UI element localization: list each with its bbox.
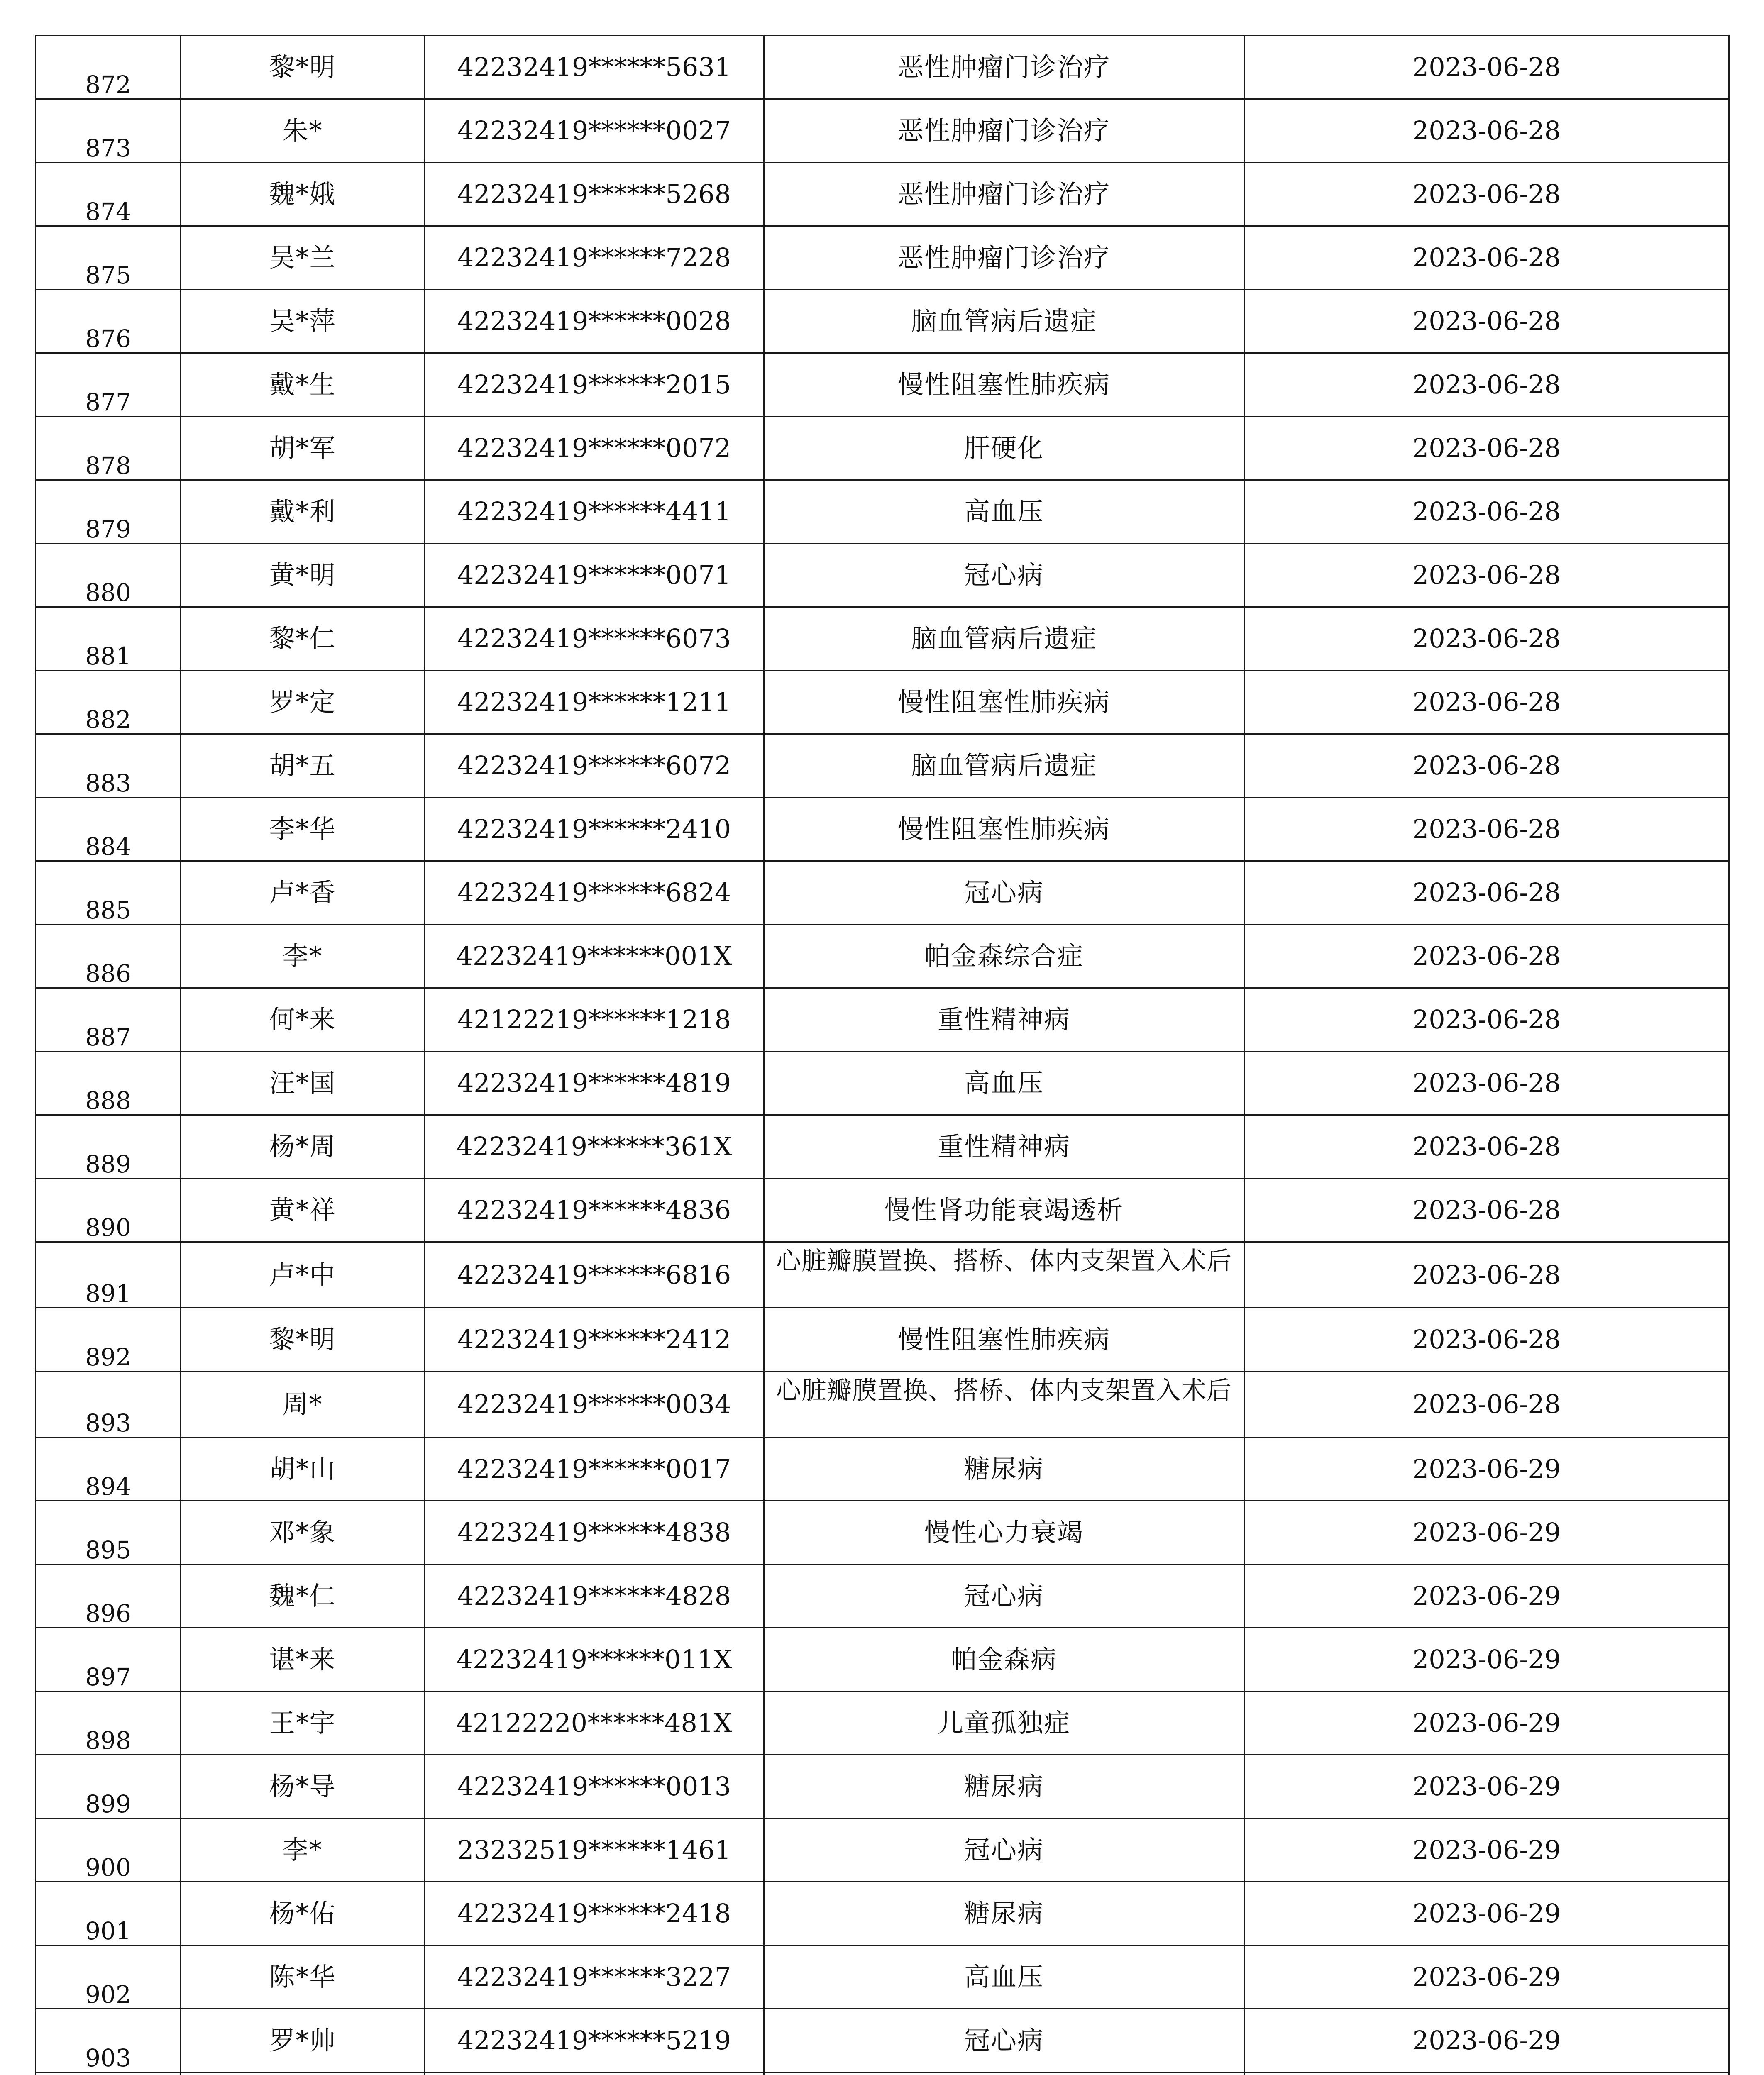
patient-name: 黎*明 bbox=[181, 1308, 425, 1372]
id-number: 42232419******0071 bbox=[425, 544, 764, 607]
disease-name: 恶性肿瘤门诊治疗 bbox=[764, 99, 1244, 163]
approval-date bbox=[1244, 2073, 1729, 2075]
patient-name: 邓*象 bbox=[181, 1501, 425, 1565]
table-row bbox=[36, 1946, 1729, 2009]
row-number: 875 bbox=[36, 226, 181, 290]
disease-name: 高血压 bbox=[764, 1946, 1244, 2009]
table-row bbox=[36, 480, 1729, 544]
disease-name: 重性精神病 bbox=[764, 988, 1244, 1052]
disease-name: 脑血管病后遗症 bbox=[764, 290, 1244, 353]
id-number: 42232419******2418 bbox=[425, 1882, 764, 1946]
table-row bbox=[36, 988, 1729, 1052]
approval-date: 2023-06-28 bbox=[1244, 734, 1729, 798]
table-row bbox=[36, 290, 1729, 353]
row-number: 903 bbox=[36, 2009, 181, 2073]
id-number: 42232419******4836 bbox=[425, 1179, 764, 1242]
disease-name: 重性精神病 bbox=[764, 1115, 1244, 1179]
disease-name: 恶性肿瘤门诊治疗 bbox=[764, 226, 1244, 290]
patient-name: 吴*兰 bbox=[181, 226, 425, 290]
disease-name: 冠心病 bbox=[764, 2009, 1244, 2073]
row-number: 882 bbox=[36, 671, 181, 734]
approval-date: 2023-06-29 bbox=[1244, 1755, 1729, 1819]
approval-date: 2023-06-28 bbox=[1244, 607, 1729, 671]
patient-name: 卢*香 bbox=[181, 861, 425, 925]
disease-name: 慢性阻塞性肺疾病 bbox=[764, 798, 1244, 861]
id-number: 42232419******5219 bbox=[425, 2009, 764, 2073]
patient-name: 李* bbox=[181, 1819, 425, 1882]
id-number: 42232419******4411 bbox=[425, 480, 764, 544]
disease-name: 高血压 bbox=[764, 480, 1244, 544]
id-number: 42232419******5631 bbox=[425, 36, 764, 99]
patient-name: 杨*周 bbox=[181, 1115, 425, 1179]
disease-name: 糖尿病 bbox=[764, 1882, 1244, 1946]
id-number: 42232419******1211 bbox=[425, 671, 764, 734]
id-number: 42232419******6824 bbox=[425, 861, 764, 925]
patient-name: 周* bbox=[181, 1372, 425, 1438]
disease-name: 肝硬化 bbox=[764, 417, 1244, 480]
id-number: 42232419******0013 bbox=[425, 1755, 764, 1819]
table-row bbox=[36, 2009, 1729, 2073]
disease-name: 脑血管病后遗症 bbox=[764, 607, 1244, 671]
row-number: 873 bbox=[36, 99, 181, 163]
patient-name: 黎*仁 bbox=[181, 607, 425, 671]
row-number: 896 bbox=[36, 1565, 181, 1628]
table-row bbox=[36, 1052, 1729, 1115]
approval-date: 2023-06-29 bbox=[1244, 2009, 1729, 2073]
disease-name: 冠心病 bbox=[764, 1565, 1244, 1628]
table-row bbox=[36, 226, 1729, 290]
approval-date: 2023-06-28 bbox=[1244, 226, 1729, 290]
disease-name: 慢性心力衰竭 bbox=[764, 1501, 1244, 1565]
table-row bbox=[36, 36, 1729, 99]
id-number: 42232419******6073 bbox=[425, 607, 764, 671]
disease-name: 慢性阻塞性肺疾病 bbox=[764, 671, 1244, 734]
row-number: 900 bbox=[36, 1819, 181, 1882]
disease-name: 冠心病 bbox=[764, 544, 1244, 607]
patient-name: 吴*萍 bbox=[181, 290, 425, 353]
disease-name: 脑血管病后遗症 bbox=[764, 734, 1244, 798]
approval-date: 2023-06-28 bbox=[1244, 36, 1729, 99]
id-number: 42232419******6816 bbox=[425, 1242, 764, 1308]
table-row bbox=[36, 671, 1729, 734]
disease-name: 帕金森病 bbox=[764, 1628, 1244, 1692]
row-number: 880 bbox=[36, 544, 181, 607]
row-number: 893 bbox=[36, 1372, 181, 1438]
approval-date: 2023-06-28 bbox=[1244, 290, 1729, 353]
row-number: 872 bbox=[36, 36, 181, 99]
approval-date: 2023-06-29 bbox=[1244, 1565, 1729, 1628]
row-number: 889 bbox=[36, 1115, 181, 1179]
disease-name: 慢性肾功能衰竭透析 bbox=[764, 1179, 1244, 1242]
approval-date: 2023-06-28 bbox=[1244, 163, 1729, 226]
table-row bbox=[36, 1115, 1729, 1179]
table-row bbox=[36, 1628, 1729, 1692]
approval-date: 2023-06-28 bbox=[1244, 1179, 1729, 1242]
approval-date: 2023-06-29 bbox=[1244, 1946, 1729, 2009]
id-number: 42232419******011X bbox=[425, 1628, 764, 1692]
row-number: 887 bbox=[36, 988, 181, 1052]
row-number: 874 bbox=[36, 163, 181, 226]
patient-name: 李*华 bbox=[181, 798, 425, 861]
table-row bbox=[36, 1565, 1729, 1628]
table-row bbox=[36, 2073, 1729, 2075]
id-number: 42232419******5268 bbox=[425, 163, 764, 226]
row-number: 885 bbox=[36, 861, 181, 925]
row-number: 890 bbox=[36, 1179, 181, 1242]
disease-name bbox=[764, 1242, 1244, 1308]
disease-name: 儿童孤独症 bbox=[764, 1692, 1244, 1755]
approval-date: 2023-06-28 bbox=[1244, 671, 1729, 734]
approval-date: 2023-06-29 bbox=[1244, 1882, 1729, 1946]
id-number: 42232419******0072 bbox=[425, 417, 764, 480]
row-number: 881 bbox=[36, 607, 181, 671]
row-number: 897 bbox=[36, 1628, 181, 1692]
patient-name: 黄*明 bbox=[181, 544, 425, 607]
table-row bbox=[36, 798, 1729, 861]
patient-name: 谌*来 bbox=[181, 1628, 425, 1692]
table-row bbox=[36, 861, 1729, 925]
approval-date: 2023-06-28 bbox=[1244, 1308, 1729, 1372]
patient-name: 汪*国 bbox=[181, 1052, 425, 1115]
id-number: 42232419******3227 bbox=[425, 1946, 764, 2009]
id-number: 42232419******001X bbox=[425, 925, 764, 988]
patient-name: 罗*定 bbox=[181, 671, 425, 734]
approval-date: 2023-06-28 bbox=[1244, 798, 1729, 861]
table-row bbox=[36, 163, 1729, 226]
patient-name: 黄*祥 bbox=[181, 1179, 425, 1242]
row-number: 879 bbox=[36, 480, 181, 544]
patient-name: 戴*生 bbox=[181, 353, 425, 417]
table-row bbox=[36, 925, 1729, 988]
disease-name: 糖尿病 bbox=[764, 1755, 1244, 1819]
approval-date: 2023-06-28 bbox=[1244, 417, 1729, 480]
table-row bbox=[36, 1179, 1729, 1242]
approval-date: 2023-06-28 bbox=[1244, 1115, 1729, 1179]
approval-date: 2023-06-28 bbox=[1244, 1242, 1729, 1308]
id-number: 42232419******2412 bbox=[425, 1308, 764, 1372]
row-number: 884 bbox=[36, 798, 181, 861]
patient-name: 罗*帅 bbox=[181, 2009, 425, 2073]
id-number: 42232419******0028 bbox=[425, 290, 764, 353]
patient-name: 魏*仁 bbox=[181, 1565, 425, 1628]
id-number: 23232519******1461 bbox=[425, 1819, 764, 1882]
id-number bbox=[425, 2073, 764, 2075]
table-row bbox=[36, 353, 1729, 417]
patient-name: 胡*山 bbox=[181, 1438, 425, 1501]
disease-name bbox=[764, 1372, 1244, 1438]
id-number: 42232419******0034 bbox=[425, 1372, 764, 1438]
patient-name: 陈*华 bbox=[181, 1946, 425, 2009]
patient-name: 李* bbox=[181, 925, 425, 988]
patient-name: 戴*利 bbox=[181, 480, 425, 544]
table-row bbox=[36, 1819, 1729, 1882]
id-number: 42232419******4828 bbox=[425, 1565, 764, 1628]
row-number: 902 bbox=[36, 1946, 181, 2009]
table-row bbox=[36, 734, 1729, 798]
row-number: 878 bbox=[36, 417, 181, 480]
approval-date: 2023-06-28 bbox=[1244, 925, 1729, 988]
disease-name: 糖尿病 bbox=[764, 1438, 1244, 1501]
approval-date: 2023-06-29 bbox=[1244, 1819, 1729, 1882]
table-row bbox=[36, 1755, 1729, 1819]
patient-name bbox=[181, 2073, 425, 2075]
id-number: 42232419******2410 bbox=[425, 798, 764, 861]
row-number: 901 bbox=[36, 1882, 181, 1946]
approval-date: 2023-06-29 bbox=[1244, 1692, 1729, 1755]
row-number: 888 bbox=[36, 1052, 181, 1115]
approval-date: 2023-06-28 bbox=[1244, 544, 1729, 607]
disease-name-text: 心脏瓣膜置换、搭桥、体内支架置入术后 bbox=[776, 1376, 1232, 1405]
row-number: 892 bbox=[36, 1308, 181, 1372]
disease-name: 恶性肿瘤门诊治疗 bbox=[764, 163, 1244, 226]
row-number: 891 bbox=[36, 1242, 181, 1308]
id-number: 42232419******6072 bbox=[425, 734, 764, 798]
disease-name: 帕金森综合症 bbox=[764, 925, 1244, 988]
patient-name: 杨*导 bbox=[181, 1755, 425, 1819]
disease-name: 慢性阻塞性肺疾病 bbox=[764, 1308, 1244, 1372]
table-row bbox=[36, 99, 1729, 163]
id-number: 42232419******0017 bbox=[425, 1438, 764, 1501]
patient-name: 何*来 bbox=[181, 988, 425, 1052]
patient-name: 朱* bbox=[181, 99, 425, 163]
row-number: 895 bbox=[36, 1501, 181, 1565]
approval-date: 2023-06-28 bbox=[1244, 480, 1729, 544]
approval-date: 2023-06-29 bbox=[1244, 1501, 1729, 1565]
id-number: 42232419******4819 bbox=[425, 1052, 764, 1115]
id-number: 42122220******481X bbox=[425, 1692, 764, 1755]
table-row bbox=[36, 1242, 1729, 1308]
disease-name: 冠心病 bbox=[764, 1819, 1244, 1882]
approval-date: 2023-06-28 bbox=[1244, 1052, 1729, 1115]
table-row bbox=[36, 1882, 1729, 1946]
approval-date: 2023-06-29 bbox=[1244, 1628, 1729, 1692]
id-number: 42232419******7228 bbox=[425, 226, 764, 290]
patient-name: 黎*明 bbox=[181, 36, 425, 99]
row-number: 876 bbox=[36, 290, 181, 353]
patient-name: 王*宇 bbox=[181, 1692, 425, 1755]
patient-name: 胡*军 bbox=[181, 417, 425, 480]
table-row bbox=[36, 1692, 1729, 1755]
approval-date: 2023-06-29 bbox=[1244, 1438, 1729, 1501]
id-number: 42232419******4838 bbox=[425, 1501, 764, 1565]
table-row bbox=[36, 1501, 1729, 1565]
approval-date: 2023-06-28 bbox=[1244, 353, 1729, 417]
row-number: 894 bbox=[36, 1438, 181, 1501]
patient-name: 杨*佑 bbox=[181, 1882, 425, 1946]
record-table bbox=[35, 35, 1730, 2075]
patient-name: 魏*娥 bbox=[181, 163, 425, 226]
row-number: 898 bbox=[36, 1692, 181, 1755]
table-row bbox=[36, 1438, 1729, 1501]
disease-name: 冠心病 bbox=[764, 861, 1244, 925]
disease-name: 恶性肿瘤门诊治疗 bbox=[764, 36, 1244, 99]
disease-name-text: 心脏瓣膜置换、搭桥、体内支架置入术后 bbox=[776, 1247, 1232, 1276]
id-number: 42232419******0027 bbox=[425, 99, 764, 163]
table-row bbox=[36, 1372, 1729, 1438]
row-number: 886 bbox=[36, 925, 181, 988]
record-table-body bbox=[36, 36, 1729, 2075]
table-row bbox=[36, 1308, 1729, 1372]
patient-name: 胡*五 bbox=[181, 734, 425, 798]
table-row bbox=[36, 607, 1729, 671]
row-number bbox=[36, 2073, 181, 2075]
table-row bbox=[36, 417, 1729, 480]
id-number: 42122219******1218 bbox=[425, 988, 764, 1052]
disease-name: 慢性阻塞性肺疾病 bbox=[764, 353, 1244, 417]
row-number: 883 bbox=[36, 734, 181, 798]
approval-date: 2023-06-28 bbox=[1244, 1372, 1729, 1438]
row-number: 877 bbox=[36, 353, 181, 417]
disease-name bbox=[764, 2073, 1244, 2075]
approval-date: 2023-06-28 bbox=[1244, 988, 1729, 1052]
approval-date: 2023-06-28 bbox=[1244, 99, 1729, 163]
table-row bbox=[36, 544, 1729, 607]
row-number: 899 bbox=[36, 1755, 181, 1819]
patient-name: 卢*中 bbox=[181, 1242, 425, 1308]
id-number: 42232419******2015 bbox=[425, 353, 764, 417]
disease-name: 高血压 bbox=[764, 1052, 1244, 1115]
id-number: 42232419******361X bbox=[425, 1115, 764, 1179]
approval-date: 2023-06-28 bbox=[1244, 861, 1729, 925]
